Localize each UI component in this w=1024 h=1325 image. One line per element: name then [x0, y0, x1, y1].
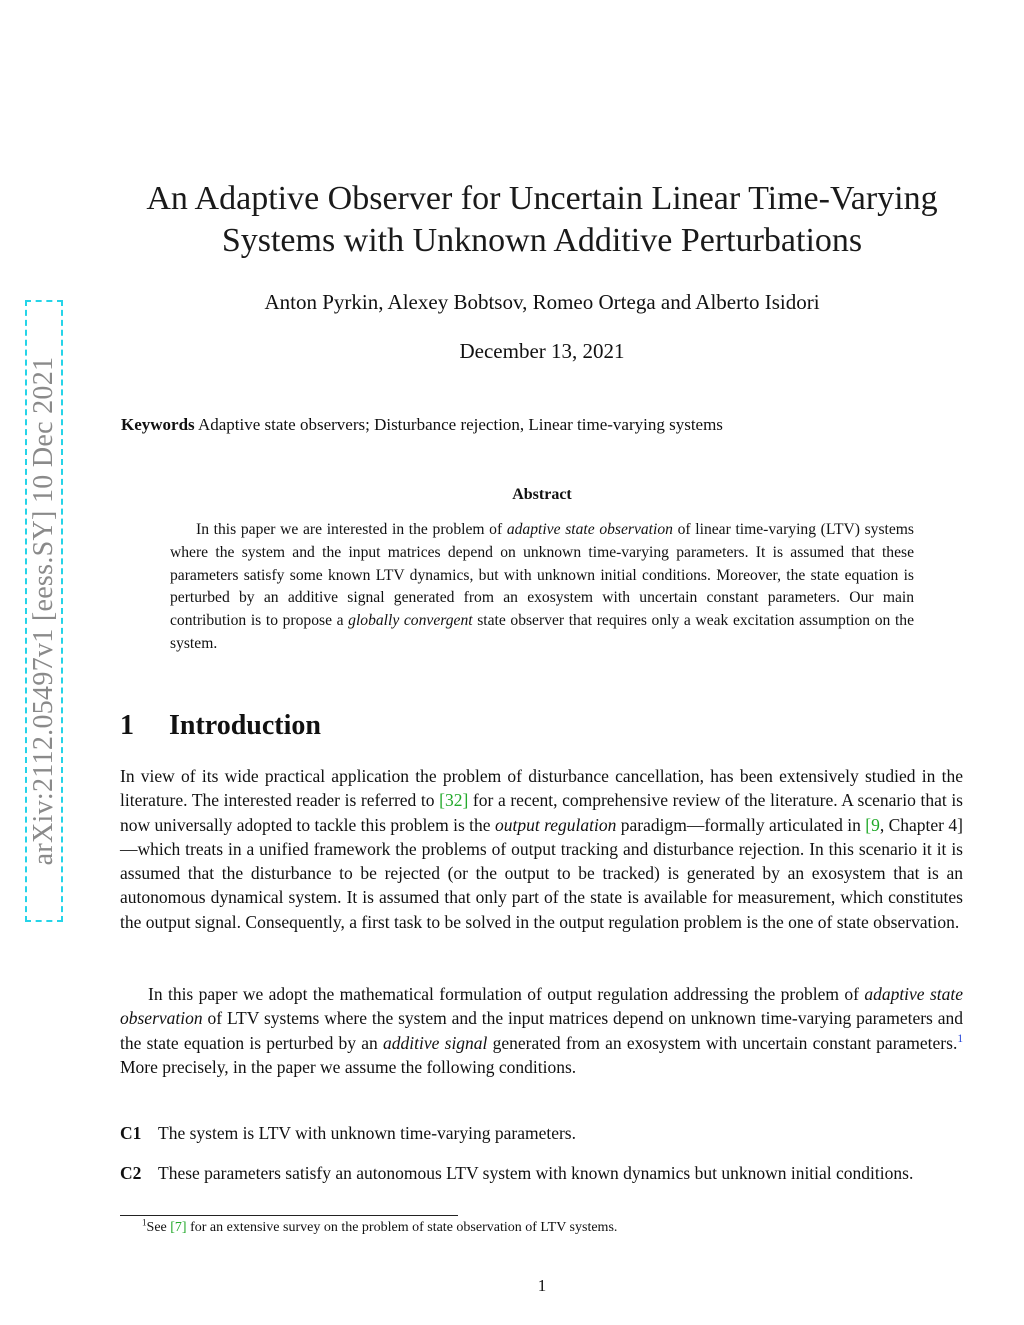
paragraph-text: paradigm—formally articulated in	[616, 814, 866, 835]
paragraph-text: for a recent, comprehensive review of the literature. A scenario that is now universally adopted to tackle this problem is the	[120, 790, 963, 835]
page-number: 1	[537, 1276, 547, 1295]
title-line-1: An Adaptive Observer for Uncertain Linear Time-Varying	[146, 180, 938, 217]
condition-label: C1	[120, 1123, 142, 1143]
footnote-divider	[120, 1215, 458, 1216]
citation-link[interactable]: [32]	[439, 790, 469, 811]
footnote-number: 1	[142, 1217, 147, 1228]
citation-link[interactable]: [7]	[170, 1220, 187, 1235]
intro-paragraph-2	[120, 982, 963, 1079]
abstract-emphasis: adaptive state observation	[506, 521, 673, 538]
abstract-emphasis: globally convergent	[348, 612, 473, 630]
paper-title	[100, 178, 984, 262]
section-number: 1	[120, 710, 134, 741]
authors: Anton Pyrkin, Alexey Bobtsov, Romeo Ortega and Alberto Isidori	[264, 290, 820, 314]
section-heading	[120, 710, 321, 742]
intro-paragraph-1	[120, 764, 963, 934]
arxiv-identifier[interactable]: arXiv:2112.05497v1 [eess.SY] 10 Dec 2021	[28, 356, 59, 866]
condition-label: C2	[120, 1163, 142, 1183]
keywords	[121, 415, 981, 435]
paragraph-text: In view of its wide practical application the problem of disturbance cancellation, has been extensively studied in the literature. The interested reader is referred to	[120, 766, 963, 811]
abstract-text: state observer that requires only a weak excitation assumption on the system.	[170, 612, 914, 652]
section-title: Introduction	[169, 710, 321, 741]
abstract-text: of linear time-varying (LTV) systems where the system and the input matrices depend on unknown time-varying parameters. It is assumed that these parameters satisfy some known LTV dynamics, but with unknown initial conditions. Moreover, the state equation is perturbed by an additive signal generated from an exosystem with uncertain constant parameters. Our main contribution is to propose a	[170, 521, 914, 630]
paragraph-text: generated from an exosystem with uncertain constant parameters.	[487, 1032, 958, 1053]
title-line-2: Systems with Unknown Additive Perturbations	[221, 222, 863, 259]
paragraph-emphasis: additive signal	[383, 1032, 488, 1053]
paragraph-text: In this paper we adopt the mathematical formulation of output regulation addressing the problem of	[148, 984, 865, 1004]
footnote	[142, 1217, 618, 1236]
abstract-heading: Abstract	[512, 486, 572, 503]
date: December 13, 2021	[459, 339, 625, 363]
paragraph-text: More precisely, in the paper we assume the following conditions.	[120, 1056, 577, 1077]
condition-item	[120, 1121, 963, 1145]
paragraph-emphasis: adaptive state observation	[120, 984, 964, 1029]
keywords-text: Adaptive state observers; Disturbance rejection, Linear time-varying systems	[197, 415, 723, 434]
citation-link[interactable]: [9	[865, 814, 880, 835]
condition-text: The system is LTV with unknown time-varying parameters.	[158, 1123, 576, 1143]
paragraph-text: of LTV systems where the system and the input matrices depend on unknown time-varying parameters and the state equation is perturbed by an	[120, 1008, 963, 1053]
footnote-text: for an extensive survey on the problem of state observation of LTV systems.	[186, 1220, 618, 1235]
abstract-body	[170, 519, 914, 656]
paragraph-text: , Chapter 4]—which treats in a unified framework the problems of output tracking and disturbance rejection. In this scenario it it is assumed that the disturbance to be rejected (or the output to be tracked) is generated by an exosystem that is an autonomous dynamical system. It is assumed that only part of the state is available for measurement, which constitutes the output signal. Consequently, a first task to be solved in the output regulation problem is the one of state observation.	[120, 814, 963, 932]
condition-item	[120, 1161, 963, 1185]
arxiv-sidebar	[25, 300, 63, 922]
keywords-label: Keywords	[121, 415, 195, 434]
paragraph-emphasis: output regulation	[494, 814, 617, 835]
condition-text: These parameters satisfy an autonomous LTV system with known dynamics but unknown initial conditions.	[158, 1163, 914, 1183]
abstract-text: In this paper we are interested in the problem of	[196, 521, 507, 538]
footnote-text: See	[146, 1220, 171, 1235]
footnote-marker-link[interactable]: 1	[957, 1032, 964, 1045]
